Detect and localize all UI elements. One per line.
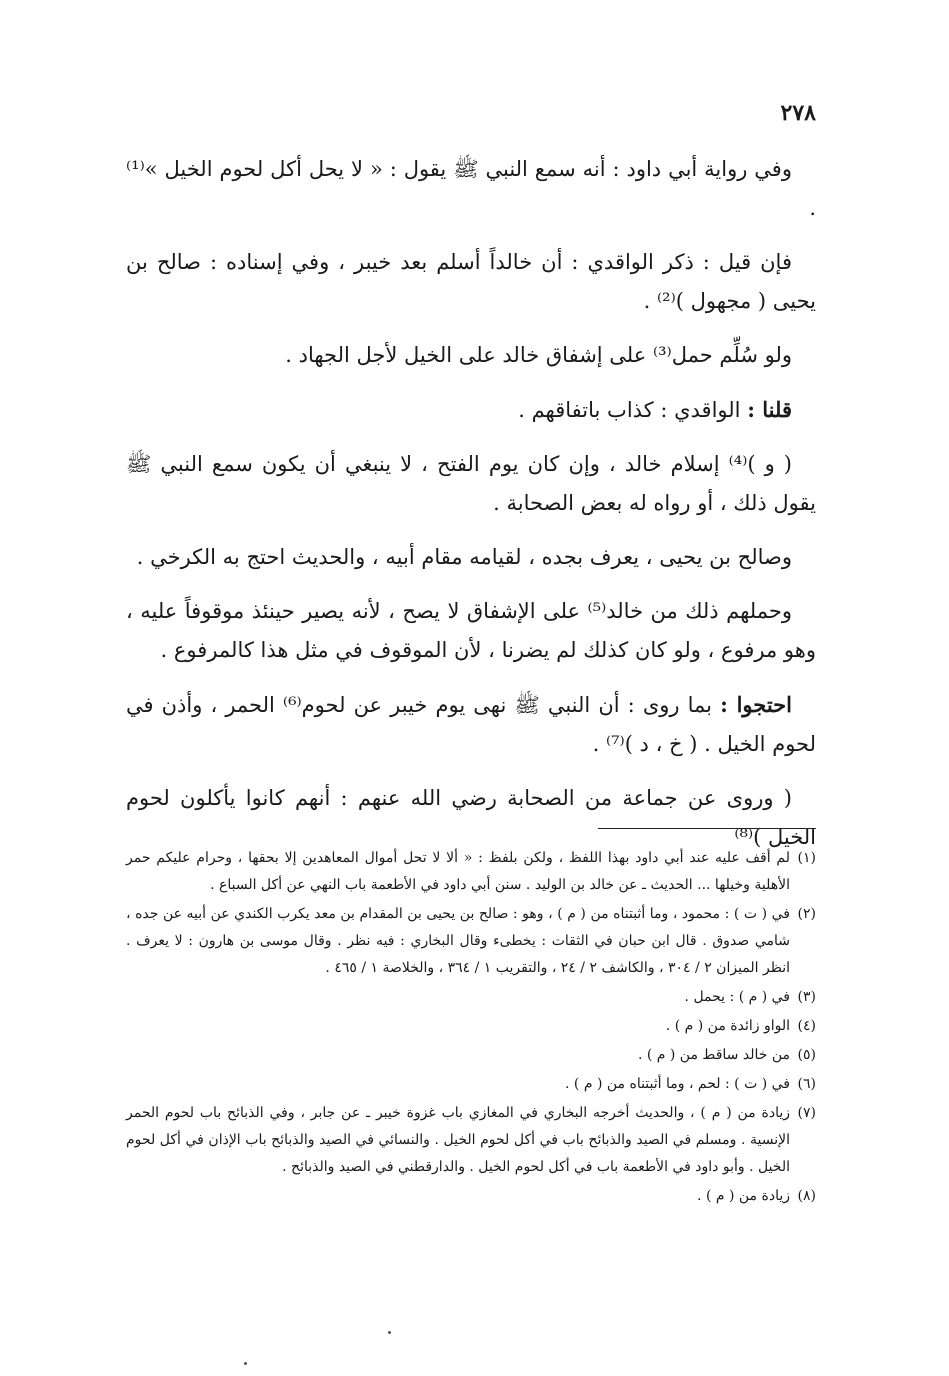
footnote-2-mark: (٢) — [797, 906, 816, 922]
footnote-3-text: في ( م ) : يحمل . — [684, 989, 790, 1005]
footnote-3 — [126, 984, 816, 1011]
footnote-5-text: من خالد ساقط من ( م ) . — [637, 1047, 790, 1063]
footnote-6-text: في ( ت ) : لحم ، وما أثبتناه من ( م ) . — [565, 1076, 790, 1092]
paragraph-7: وحملهم ذلك من خالد⁽⁵⁾ على الإشفاق لا يصح ، لأنه يصير حينئذ موقوفاً عليه ، وهو مرفوع ، ولو كان كذلك لم يضرنا ، لأن الموقوف في مثل هذا كالمرفوع . — [126, 599, 816, 662]
footnote-4 — [126, 1013, 816, 1040]
paragraph-4 — [126, 390, 816, 430]
footnote-8-text: زيادة من ( م ) . — [697, 1188, 790, 1204]
paragraph-4-rest: الواقدي : كذاب باتفاقهم . — [518, 398, 748, 422]
footnotes — [126, 845, 816, 1212]
paragraph-4-lead: قلنا : — [747, 397, 792, 422]
paragraph-1: وفي رواية أبي داود : أنه سمع النبي ﷺ يقول : « لا يحل أكل لحوم الخيل »⁽¹⁾ . — [126, 157, 816, 220]
footnote-7-mark: (٧) — [797, 1105, 816, 1121]
page-number: ٢٧٨ — [780, 100, 816, 126]
footnote-divider — [598, 828, 816, 829]
paragraph-6: وصالح بن يحيى ، يعرف بجده ، لقيامه مقام أبيه ، والحديث احتج به الكرخي . — [136, 545, 792, 569]
main-text — [126, 150, 816, 872]
footnote-6-mark: (٦) — [797, 1076, 816, 1092]
footnote-5 — [126, 1042, 816, 1069]
footnote-2 — [126, 901, 816, 982]
footnote-4-mark: (٤) — [797, 1018, 816, 1034]
scan-speck — [388, 1331, 391, 1334]
footnote-6 — [126, 1071, 816, 1098]
footnote-1 — [126, 845, 816, 899]
paragraph-8 — [126, 685, 816, 764]
footnote-2-text: في ( ت ) : محمود ، وما أثبتناه من ( م ) ، وهو : صالح بن يحيى بن المقدام بن معد يكرب الكندي عن أبيه عن جده ، شامي صدوق . قال ابن حبان في الثقات : يخطىء وقال البخاري : فيه نظر . وقال موسى بن هارون : لا يعرف . انظر الميزان ٢ / ٣٠٤ ، والكاشف ٢ / ٢٤ ، والتقريب ١ / ٣٦٤ ، والخلاصة ١ / ٤٦٥ . — [126, 906, 790, 976]
paragraph-5: ( و )⁽⁴⁾ إسلام خالد ، وإن كان يوم الفتح ، لا ينبغي أن يكون سمع النبي ﷺ يقول ذلك ، أو رواه له بعض الصحابة . — [126, 452, 816, 515]
paragraph-3: ولو سُلِّم حمل⁽³⁾ على إشفاق خالد على الخيل لأجل الجهاد . — [285, 343, 792, 367]
footnote-1-text: لم أقف عليه عند أبي داود بهذا اللفظ ، ولكن بلفظ : « ألا لا تحل أموال المعاهدين إلا بحقها ، وحرام عليكم حمر الأهلية وخيلها ... الحديث ـ عن خالد بن الوليد . سنن أبي داود في الأطعمة باب النهي عن أكل السباع . — [126, 850, 790, 893]
footnote-8 — [126, 1183, 816, 1210]
paragraph-8-lead: احتجوا : — [720, 692, 792, 717]
footnote-1-mark: (١) — [797, 850, 816, 866]
footnote-8-mark: (٨) — [797, 1188, 816, 1204]
footnote-7-text: زيادة من ( م ) ، والحديث أخرجه البخاري في المغازي باب غزوة خيبر ـ عن جابر ، وفي الذبائح باب لحوم الحمر الإنسية . ومسلم في الصيد والذبائح باب في أكل لحوم الخيل . والنسائي في الصيد والذبائح باب الإذان في أكل لحوم الخيل . وأبو داود في الأطعمة باب في أكل لحوم الخيل . والدارقطني في الصيد والذبائح . — [126, 1105, 790, 1175]
scan-speck — [244, 1362, 247, 1365]
footnote-5-mark: (٥) — [797, 1047, 816, 1063]
footnote-7 — [126, 1100, 816, 1181]
paragraph-8-rest: بما روى : أن النبي ﷺ نهى يوم خيبر عن لحوم⁽⁶⁾ الحمر ، وأذن في لحوم الخيل . ( خ ، د )⁽⁷⁾ . — [126, 693, 816, 756]
footnote-4-text: الواو زائدة من ( م ) . — [665, 1018, 790, 1034]
footnote-3-mark: (٣) — [797, 989, 816, 1005]
paragraph-9: ( وروى عن جماعة من الصحابة رضي الله عنهم : أنهم كانوا يأكلون لحوم الخيل )⁽⁸⁾ — [126, 786, 816, 849]
paragraph-2: فإن قيل : ذكر الواقدي : أن خالداً أسلم بعد خيبر ، وفي إسناده : صالح بن يحيى ( مجهول )⁽²⁾ . — [126, 250, 816, 313]
